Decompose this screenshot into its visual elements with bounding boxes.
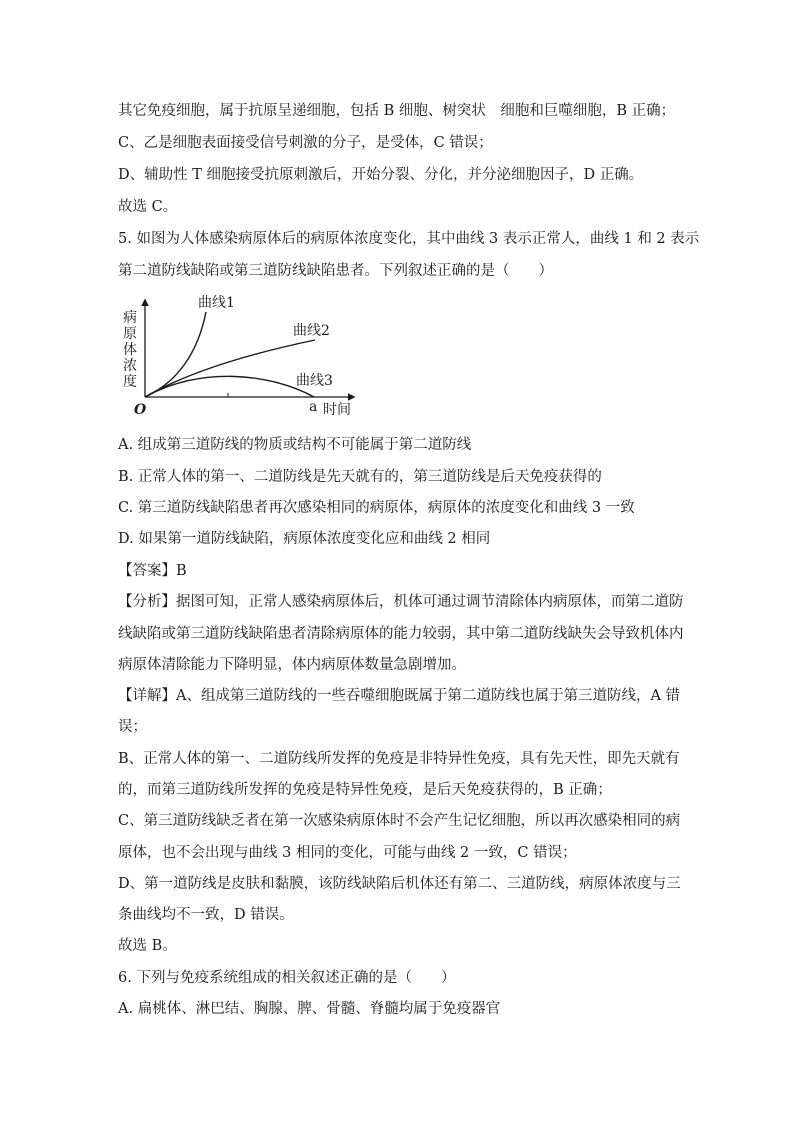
y-label-char-2: 原 bbox=[123, 326, 137, 342]
curve-3-label: 曲线3 bbox=[296, 373, 333, 389]
curve-2-label: 曲线2 bbox=[293, 323, 330, 339]
curve-2 bbox=[145, 340, 315, 397]
y-label-char-3: 体 bbox=[123, 342, 137, 358]
detail-line-8: 条曲线均不一致，D 错误。 bbox=[118, 907, 294, 923]
question-6-stem: 6. 下列与免疫系统组成的相关叙述正确的是（ ） bbox=[118, 970, 456, 986]
option-c: C. 第三道防线缺陷患者再次感染相同的病原体，病原体的浓度变化和曲线 3 一致 bbox=[118, 500, 635, 516]
detail-line-7: D、第一道防线是皮肤和黏膜，该防线缺陷后机体还有第二、三道防线，病原体浓度与三 bbox=[118, 876, 681, 892]
text-line-1: 其它免疫细胞，属于抗原呈递细胞，包括 B 细胞、树突状 细胞和巨噬细胞，B 正确； bbox=[118, 103, 676, 119]
detail-line-1: 【详解】A、组成第三道防线的一些吞噬细胞既属于第二道防线也属于第三道防线，A 错 bbox=[118, 688, 681, 704]
point-a-label: a bbox=[309, 399, 318, 415]
text-line-2: C、乙是细胞表面接受信号刺激的分子，是受体，C 错误； bbox=[118, 135, 493, 151]
text-line-4: 故选 C。 bbox=[118, 199, 178, 215]
analysis-line-1: 【分析】据图可知，正常人感染病原体后，机体可通过调节清除体内病原体，而第二道防 bbox=[118, 594, 684, 610]
question-6-option-a: A. 扁桃体、淋巴结、胸腺、脾、骨髓、脊髓均属于免疫器官 bbox=[118, 1001, 501, 1017]
y-label-char-5: 度 bbox=[123, 374, 137, 390]
y-label-char-1: 病 bbox=[123, 310, 137, 326]
question-5-stem-2: 第二道防线缺陷或第三道防线缺陷患者。下列叙述正确的是（ ） bbox=[118, 263, 553, 279]
detail-line-3: B、正常人体的第一、二道防线所发挥的免疫是非特异性免疫，具有先天性，即先天就有 bbox=[118, 751, 680, 767]
option-d: D. 如果第一道防线缺陷，病原体浓度变化应和曲线 2 相同 bbox=[118, 531, 491, 547]
answer-line: 【答案】B bbox=[118, 563, 187, 579]
origin-label: O bbox=[134, 402, 147, 418]
question-5-stem-1: 5. 如图为人体感染病原体后的病原体浓度变化，其中曲线 3 表示正常人，曲线 1 和 2 表示 bbox=[118, 231, 700, 247]
detail-line-5: C、第三道防线缺乏者在第一次感染病原体时不会产生记忆细胞，所以再次感染相同的病 bbox=[118, 813, 681, 829]
analysis-line-2: 线缺陷或第三道防线缺陷患者清除病原体的能力较弱，其中第二道防线缺失会导致机体内 bbox=[118, 626, 684, 642]
curve-3 bbox=[145, 376, 314, 397]
detail-line-4: 的，而第三道防线所发挥的免疫是特异性免疫，是后天免疫获得的，B 正确； bbox=[118, 782, 612, 798]
text-line-3: D、辅助性 T 细胞接受抗原刺激后，开始分裂、分化，并分泌细胞因子，D 正确。 bbox=[118, 167, 644, 183]
option-b: B. 正常人体的第一、二道防线是先天就有的，第三道防线是后天免疫获得的 bbox=[118, 469, 602, 485]
y-label-char-4: 浓 bbox=[123, 358, 137, 374]
conclusion-line: 故选 B。 bbox=[118, 938, 177, 954]
detail-line-2: 误； bbox=[118, 719, 147, 735]
x-axis-label: 时间 bbox=[323, 402, 351, 418]
detail-line-6: 原体，也不会出现与曲线 3 相同的变化，可能与曲线 2 一致，C 错误； bbox=[118, 845, 577, 861]
pathogen-concentration-figure bbox=[118, 292, 368, 422]
analysis-line-3: 病原体清除能力下降明显，体内病原体数量急剧增加。 bbox=[118, 657, 466, 673]
option-a: A. 组成第三道防线的物质或结构不可能属于第二道防线 bbox=[118, 437, 472, 453]
curve-1-label: 曲线1 bbox=[198, 295, 235, 311]
